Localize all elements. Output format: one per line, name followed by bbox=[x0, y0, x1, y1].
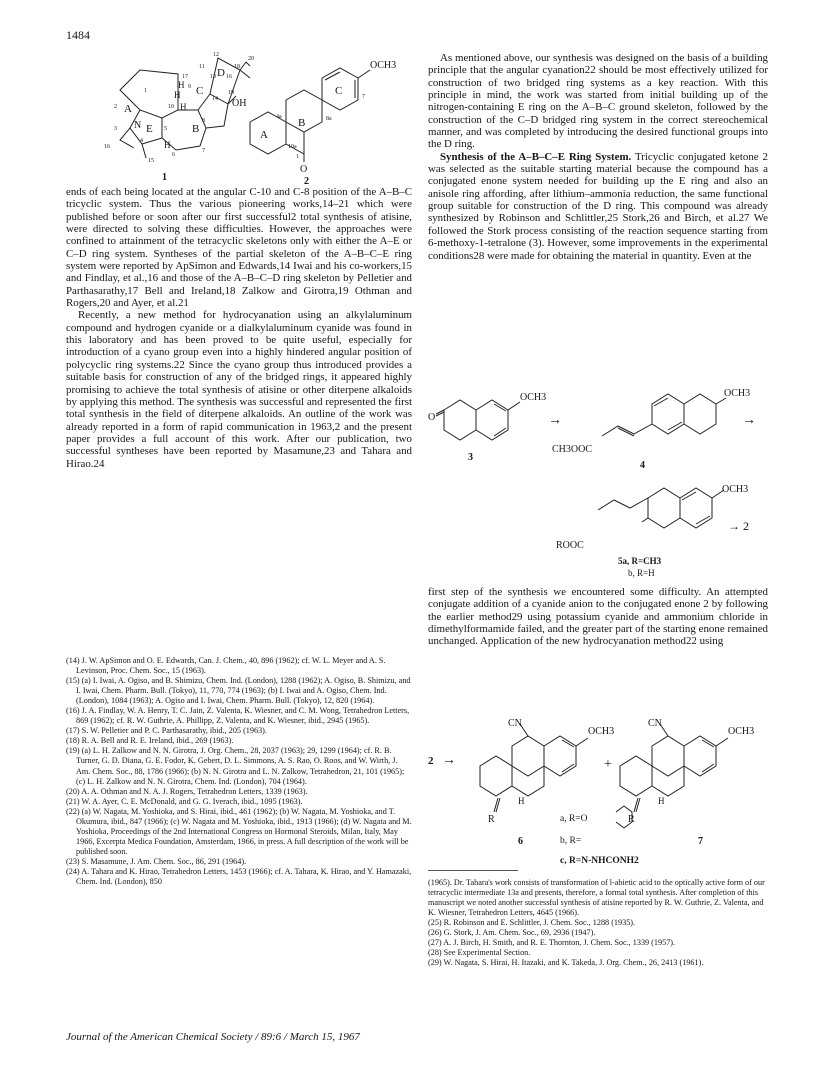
struct1-atom-15: 15 bbox=[148, 158, 154, 164]
scheme2-h-6: H bbox=[518, 796, 525, 806]
scheme2-variants bbox=[560, 812, 760, 868]
scheme2-och3-6: OCH3 bbox=[588, 726, 615, 737]
struct2-ring-a: A bbox=[260, 129, 268, 141]
scheme1-label-3: 3 bbox=[468, 452, 473, 463]
struct1-atom-16-top: 16 bbox=[226, 74, 232, 80]
variant-a: a, R=O bbox=[560, 814, 588, 824]
struct2-atom-7: 7 bbox=[362, 94, 365, 100]
ref-19: (19) (a) L. H. Zalkow and N. N. Girotra, J. Org. Chem., 28, 2037 (1963); 29, 1299 (1964); cf. R. B. Turner, G. D. Diana, G. E. Fodor, K. Gebert, D. L. Simmons, A. S. Rao, O. Roos, and W. Wirth, J. Am. Chem. Soc., 88, 1786 (1966); (b) N. N. Girotra and L. N. Zalkow, Tetrahedron, 21, 101 (1965); (c) L. H. Zalkow and N. N. Girotra, Chem. Ind. (London), 704 (1964). bbox=[66, 746, 405, 786]
struct2-och3: OCH3 bbox=[370, 60, 397, 71]
struct1-atom-11: 11 bbox=[199, 64, 205, 70]
left-column-text bbox=[66, 186, 412, 470]
struct1-atom-2: 2 bbox=[114, 104, 117, 110]
struct1-atom-14: 14 bbox=[212, 96, 218, 102]
struct1-atom-19: 19 bbox=[228, 90, 234, 96]
scheme1-ester-4: CH3OOC bbox=[552, 444, 593, 455]
scheme1-och3-5: OCH3 bbox=[722, 484, 749, 495]
struct2-atom-8a: 8a bbox=[326, 116, 332, 122]
scheme1-och3-4: OCH3 bbox=[724, 388, 751, 399]
struct1-ring-d: D bbox=[217, 67, 225, 79]
struct1-atom-3: 3 bbox=[114, 126, 117, 132]
scheme-1 bbox=[428, 368, 768, 580]
struct1-atom-18: 18 bbox=[234, 64, 240, 70]
struct1-atom-1: 1 bbox=[144, 88, 147, 94]
scheme1-label-5a: 5a, R=CH3 bbox=[618, 556, 662, 566]
scheme2-cn-7: CN bbox=[648, 718, 662, 729]
left-paragraph-1: ends of each being located at the angular C-10 and C-8 position of the A–B–C tricyclic system. Thus the various pioneering works,14–21 which were published before or soon after our first successful2 total synthesis of atisine, were directed to solving these difficulties. However, the approaches were confined to attainment of the tetracyclic skeletons only with either the A–E or C–D ring system. Syntheses of the partial skeleton of the A–B–C–E ring system were reported by ApSimon and Edwards,14 Iwai and his co-workers,15 and Findlay, et al.,16 and those of the A–B–C–D ring skeleton by Pelletier and Parthasarathy,17 Bell and Ireland,18 Zalkow and Girotra,19 Othman and Rogers,20 and Ayer, et al.21 bbox=[66, 186, 412, 310]
ref-24-cont: (1965). Dr. Tahara's work consists of transformation of l-abietic acid to the optically active form of our tetracyclic intermediate 13a and presents, therefore, a formal total synthesis. After completion of this manuscript we noted another successful synthesis of atisine reported by R. W. Guthrie, Z. Valenta, and K. Wiesner, Tetrahedron Letters, 4645 (1966). bbox=[428, 878, 765, 918]
scheme2-och3-7: OCH3 bbox=[728, 726, 755, 737]
struct1-atom-16: 16 bbox=[104, 144, 110, 150]
struct2-atom-4a: 4a bbox=[276, 114, 282, 120]
struct1-atom-8: 8 bbox=[202, 118, 205, 124]
right-paragraph-3: first step of the synthesis we encountered some difficulty. An attempted conjugate addition of a cyanide anion to the conjugated enone 2 by following the earlier method29 using potassium cyanide and ammonium chloride in dimethylformamide failed, and the greater part of the starting enone remained unchanged. Application of the new hydrocyanation method22 using bbox=[428, 586, 768, 648]
ref-17: (17) S. W. Pelletier and P. C. Parthasarathy, ibid., 205 (1963). bbox=[66, 726, 267, 736]
footnote-divider bbox=[428, 870, 518, 871]
struct1-ring-e: E bbox=[146, 123, 153, 135]
journal-footer: Journal of the American Chemical Society / 89:6 / March 15, 1967 bbox=[66, 1031, 360, 1043]
ref-21: (21) W. A. Ayer, C. E. McDonald, and G. G. Iverach, ibid., 1095 (1963). bbox=[66, 796, 303, 806]
struct1-atom-20: 20 bbox=[248, 56, 254, 62]
ref-29: (29) W. Nagata, S. Hirai, H. Itazaki, and K. Takeda, J. Org. Chem., 26, 2413 (1961). bbox=[428, 958, 704, 968]
scheme2-r-7: R bbox=[628, 814, 635, 825]
scheme1-arrow-2: → bbox=[742, 413, 756, 428]
scheme2-start: 2 bbox=[428, 755, 434, 767]
scheme2-label-7: 7 bbox=[698, 836, 703, 847]
scheme1-label-5b: b, R=H bbox=[628, 568, 655, 578]
struct1-atom-6: 6 bbox=[172, 152, 175, 158]
scheme2-label-6: 6 bbox=[518, 836, 523, 847]
struct1-n: N bbox=[134, 120, 142, 131]
section-heading: Synthesis of the A–B–C–E Ring System. bbox=[440, 150, 632, 163]
ref-24: (24) A. Tahara and K. Hirao, Tetrahedron Letters, 1453 (1966); cf. A. Tahara, K. Hirao, and Y. Hamazaki, Chem. Ind. (London), 850 bbox=[66, 866, 412, 887]
struct2-atom-10a: 10a bbox=[288, 144, 297, 150]
scheme2-plus: + bbox=[604, 757, 612, 772]
struct1-ring-b: B bbox=[192, 123, 200, 135]
struct1-ring-c: C bbox=[196, 85, 204, 97]
ref-14: (14) J. W. ApSimon and O. E. Edwards, Can. J. Chem., 40, 896 (1962); cf. W. L. Meyer and A. S. Levinson, Proc. Chem. Soc., 15 (1963). bbox=[66, 656, 386, 676]
right-column-text-top bbox=[428, 52, 768, 262]
struct1-atom-12: 12 bbox=[213, 52, 219, 58]
variant-b: b, R= bbox=[560, 836, 582, 846]
scheme2-h-7: H bbox=[658, 796, 665, 806]
scheme2-cn-6: CN bbox=[508, 718, 522, 729]
struct1-h-9: H bbox=[178, 80, 185, 90]
struct1-h-bridge: H bbox=[174, 90, 181, 100]
struct1-atom-17: 17 bbox=[182, 74, 188, 80]
ref-23: (23) S. Masamune, J. Am. Chem. Soc., 86, 291 (1964). bbox=[66, 856, 247, 866]
struct1-atom-7: 7 bbox=[202, 148, 205, 154]
variant-c: c, R=N-NHCONH2 bbox=[560, 856, 639, 866]
scheme1-och3-3: OCH3 bbox=[520, 392, 547, 403]
struct2-ring-b: B bbox=[298, 117, 306, 129]
ref-18: (18) R. A. Bell and R. E. Ireland, ibid., 269 (1963). bbox=[66, 736, 234, 746]
ref-28: (28) See Experimental Section. bbox=[428, 948, 531, 958]
scheme1-acid-5: ROOC bbox=[556, 540, 584, 551]
ref-22: (22) (a) W. Nagata, M. Yoshioka, and S. Hirai, ibid., 461 (1962); (b) W. Nagata, M. Yoshioka, and T. Okumura, ibid., 847 (1966); (c) W. Nagata and M. Yoshioka, ibid., 1913 (1966); (d) W. Nagata and M. Yoshioka, Proceedings of the 2nd International Congress on Hormonal Steroids, Milan, Italy, May 1966, Excerpta Medica Foundation, Amsterdam, 1966, in press. A full description of the work will be published soon. bbox=[66, 806, 412, 856]
ref-25: (25) R. Robinson and E. Schlittler, J. Chem. Soc., 1288 (1935). bbox=[428, 918, 636, 928]
right-column-text-mid bbox=[428, 586, 768, 648]
scheme1-arrow-1: → bbox=[548, 413, 562, 428]
left-references bbox=[66, 656, 412, 887]
struct1-atom-13: 13 bbox=[210, 74, 216, 80]
ref-16: (16) J. A. Findlay, W. A. Henry, T. C. Jain, Z. Valenta, K. Wiesner, and C. M. Wong, Tetrahedron Letters, 869 (1962); cf. R. W. Guthrie, A. Phillipp, Z. Valenta, and K. Wiesner, ibid., 2945 (1965). bbox=[66, 706, 410, 726]
scheme1-label-4: 4 bbox=[640, 460, 645, 471]
right-paragraph-2: Tricyclic conjugated ketone 2 was selected as the suitable starting material because the compound has a conjugated enone system needed for building up the E ring and also an anisole ring affording, after lithium–ammonia reduction, the same functional group suitable for construction of the D ring. This compound was already synthesized by Robinson and Schlittler,25 Stork,26 and Birch, et al.27 We followed the Stork process consisting of the reaction sequence starting from 6-methoxy-1-tetralone (3). However, some improvements in the experimental conditions28 were made for obtaining the material in quantity. Even at the bbox=[428, 150, 768, 262]
struct1-atom-5: 5 bbox=[164, 126, 167, 132]
struct1-atom-10: 10 bbox=[168, 104, 174, 110]
scheme1-arrow-3: → 2 bbox=[728, 519, 749, 533]
page-number: 1484 bbox=[66, 28, 90, 42]
struct2-o: O bbox=[300, 164, 308, 175]
structure-1-2-figure bbox=[100, 48, 400, 186]
struct2-atom-1: 1 bbox=[296, 154, 299, 160]
ref-27: (27) A. J. Birch, H. Smith, and R. E. Thornton, J. Chem. Soc., 1339 (1957). bbox=[428, 938, 676, 948]
left-paragraph-2: Recently, a new method for hydrocyanation using an alkylaluminum compound and hydrogen cyanide or a dialkylaluminum cyanide was found in this laboratory and has been proved to be quite useful, especially for introduction of a cyano group even into a highly hindered angular position of polycyclic ring systems.22 Since the cyano group thus introduced provides a suitable basis for construction of any of the bridged rings, it appeared highly promising to achieve the total synthesis of atisine or other diterpene alkaloids by applying this method. The synthesis was successful and represented the first total synthesis in the field of diterpene alkaloids. An outline of the work was already reported in a form of rapid communication in 1963,2 and the present paper provides a full account of this work. After our publication, two successful syntheses have been reported by Masamune,23 and Tahara and Hirao.24 bbox=[66, 309, 412, 470]
struct1-oh: OH bbox=[232, 98, 247, 109]
struct2-ring-c: C bbox=[335, 85, 343, 97]
right-references bbox=[428, 878, 768, 968]
struct1-h-5: H bbox=[164, 140, 171, 150]
struct2-label: 2 bbox=[304, 176, 309, 187]
ref-26: (26) G. Stork, J. Am. Chem. Soc., 69, 2936 (1947). bbox=[428, 928, 596, 938]
scheme2-r-6: R bbox=[488, 814, 495, 825]
ref-20: (20) A. A. Othman and N. A. J. Rogers, Tetrahedron Letters, 1339 (1963). bbox=[66, 786, 308, 796]
struct1-atom-4: 4 bbox=[140, 138, 143, 144]
struct1-label: 1 bbox=[162, 172, 167, 183]
scheme1-o-3: O bbox=[428, 412, 436, 423]
struct1-ring-a: A bbox=[124, 103, 132, 115]
right-paragraph-1: As mentioned above, our synthesis was designed on the basis of a building principle that the angular cyanation22 should be most effectively utilized for construction of two bridged ring systems as a key reaction. With this principle in mind, the work was started from initial building up of the nitrogen-containing E ring on the A–B–C ground skeleton, followed by the construction of the C–D bridged ring system in the correct stereochemical manner, and was completed by introducing the desired functional groups into the D ring. bbox=[428, 52, 768, 151]
struct1-h-10: H bbox=[180, 102, 187, 112]
scheme2-arrow: → bbox=[442, 753, 456, 768]
ref-15: (15) (a) I. Iwai, A. Ogiso, and B. Shimizu, Chem. Ind. (London), 1288 (1962); A. Ogiso, B. Shimizu, and I. Iwai, Chem. Pharm. Bull. (Tokyo), 11, 770, 774 (1963); (b) I. Iwai and A. Ogiso, Chem. Ind. (London), 1084 (1963); A. Ogiso and I. Iwai, Chem. Pharm. Bull. (Tokyo), 12, 820 (1964). bbox=[66, 676, 411, 706]
struct1-atom-9: 9 bbox=[188, 84, 191, 90]
